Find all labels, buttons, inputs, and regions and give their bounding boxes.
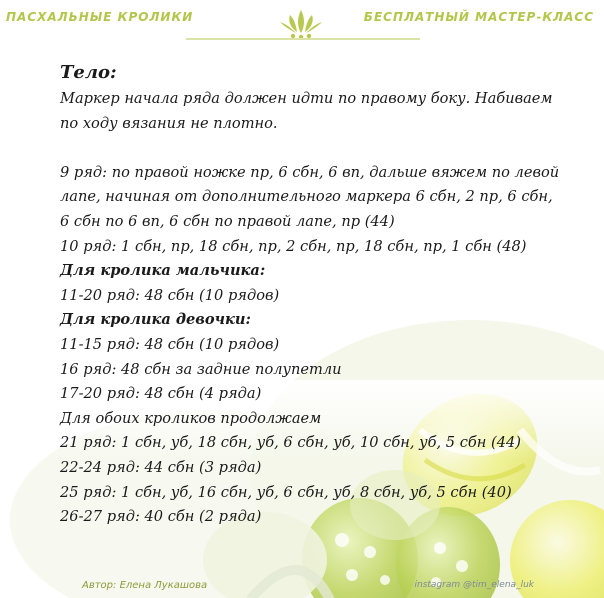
page-header <box>0 0 604 50</box>
row-instruction: 11-15 ряд: 48 сбн (10 рядов) <box>60 335 280 353</box>
leaf-ornament-icon <box>246 6 356 40</box>
row-instruction: 10 ряд: 1 сбн, пр, 18 сбн, пр, 2 сбн, пр, 18 сбн, пр, 1 сбн (48) <box>60 237 527 255</box>
row-instruction: 26-27 ряд: 40 сбн (2 ряда) <box>60 508 262 526</box>
row-instruction: 16 ряд: 48 сбн за задние полупетли <box>60 360 342 378</box>
row-instruction: 9 ряд: по правой ножке пр, 6 сбн, 6 вп, дальше вяжем по левой <box>60 163 560 181</box>
row-instruction: 17-20 ряд: 48 сбн (4 ряда) <box>60 385 262 403</box>
row-instruction: 6 сбн по 6 вп, 6 сбн по правой лапе, пр (44) <box>60 212 395 230</box>
girl-heading: Для кролика девочки: <box>60 311 251 329</box>
continue-note: Для обоих кроликов продолжаем <box>60 409 322 427</box>
row-instruction: 22-24 ряд: 44 сбн (3 ряда) <box>60 458 262 476</box>
pattern-instructions <box>60 62 580 530</box>
header-divider <box>186 38 420 40</box>
row-instruction: 25 ряд: 1 сбн, уб, 16 сбн, уб, 6 сбн, уб, 8 сбн, уб, 5 сбн (40) <box>60 483 512 501</box>
header-tagline: БЕСПЛАТНЫЙ МАСТЕР-КЛАСС <box>363 10 594 24</box>
header-series-title: ПАСХАЛЬНЫЕ КРОЛИКИ <box>6 10 194 24</box>
row-instruction: лапе, начиная от дополнительного маркера 6 сбн, 2 пр, 6 сбн, <box>60 188 553 206</box>
row-instruction: 21 ряд: 1 сбн, уб, 18 сбн, уб, 6 сбн, уб, 10 сбн, уб, 5 сбн (44) <box>60 434 521 452</box>
boy-heading: Для кролика мальчика: <box>60 262 266 280</box>
author-credit: Автор: Елена Лукашова <box>82 580 208 591</box>
intro-line: по ходу вязания не плотно. <box>60 114 278 132</box>
intro-line: Маркер начала ряда должен идти по правому боку. Набиваем <box>60 90 553 107</box>
row-instruction: 11-20 ряд: 48 сбн (10 рядов) <box>60 286 280 304</box>
instagram-handle: instagram @tim_elena_luk <box>414 580 534 590</box>
spacer <box>60 136 580 161</box>
section-title: Тело: <box>60 62 117 83</box>
